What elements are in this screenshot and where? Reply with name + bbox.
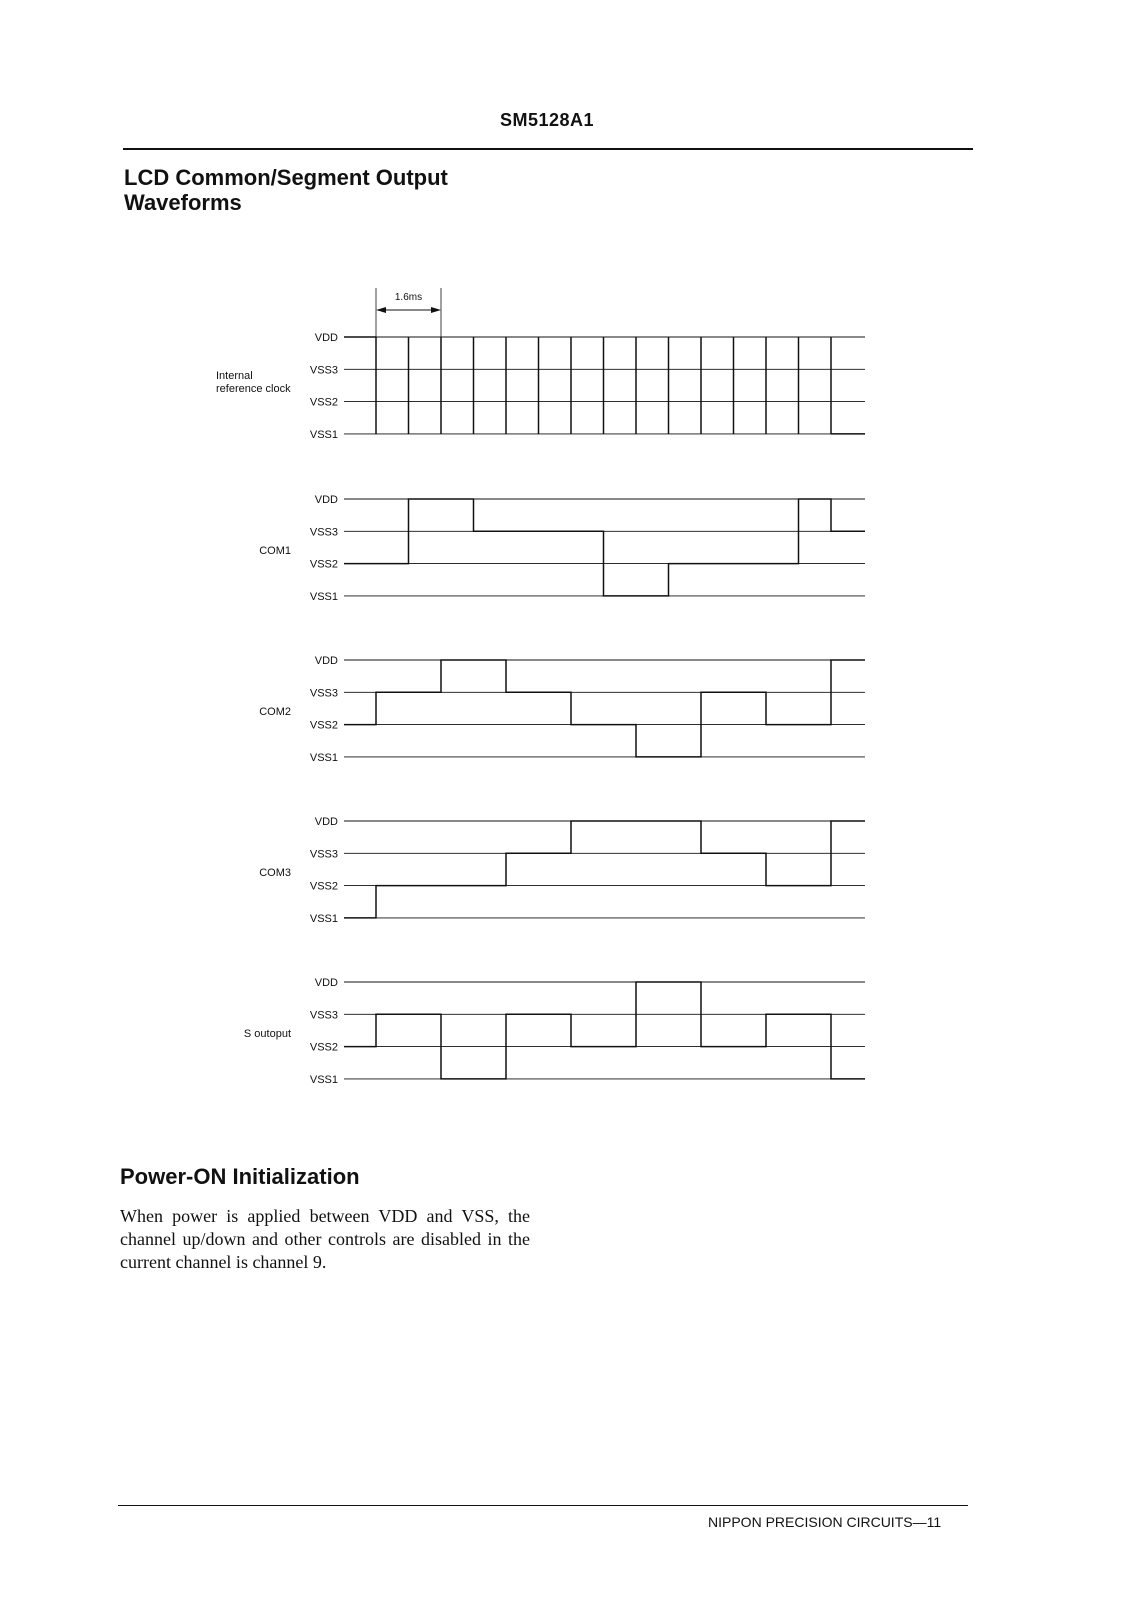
level-label-vdd: VDD [314,655,338,667]
section-title-line-2: Waveforms [124,190,242,215]
level-label-vdd: VDD [314,816,338,828]
level-label-vss2: VSS2 [309,558,338,571]
waveform-trace [344,982,865,1079]
signal-label-line: Internal [216,370,253,382]
level-label-vss2: VSS2 [309,396,338,409]
footer-rule [118,1505,968,1506]
level-label-vss1: VSS1 [309,590,338,603]
level-label-vdd: VDD [314,977,338,989]
level-label-vss1: VSS1 [309,751,338,764]
section-title-power-on: Power-ON Initialization [120,1164,360,1189]
period-arrow-head-right [431,307,441,313]
level-label-vss3: VSS3 [309,687,338,700]
signal-label: COM3 [259,867,291,879]
power-on-paragraph: When power is applied between VDD and VSS, the channel up/down and other controls are disabled in the current channel is channel 9. [120,1206,530,1272]
level-label-vss3: VSS3 [309,1009,338,1022]
page-footer: NIPPON PRECISION CIRCUITS—11 [708,1514,942,1530]
level-label-vss1: VSS1 [309,428,338,441]
level-label-vss3: VSS3 [309,364,338,377]
period-arrow-head-left [376,307,386,313]
level-label-vdd: VDD [314,494,338,506]
level-label-vss2: VSS2 [309,719,338,732]
document-id: SM5128A1 [500,110,595,130]
signal-label [216,370,291,395]
signal-label-line: reference clock [216,383,291,395]
level-label-vss1: VSS1 [309,1073,338,1086]
level-label-vdd: VDD [314,332,338,344]
waveform-trace [344,660,865,757]
level-label-vss1: VSS1 [309,912,338,925]
waveform-trace [344,821,865,918]
level-label-vss3: VSS3 [309,848,338,861]
level-label-vss2: VSS2 [309,1041,338,1054]
level-label-vss2: VSS2 [309,880,338,893]
section-title-line-1: LCD Common/Segment Output [124,165,448,190]
signal-label: COM1 [259,545,291,557]
signal-label: COM2 [259,706,291,718]
waveform-trace [344,499,865,596]
period-label: 1.6ms [394,292,423,303]
signal-label: S outoput [243,1028,291,1040]
level-label-vss3: VSS3 [309,526,338,539]
